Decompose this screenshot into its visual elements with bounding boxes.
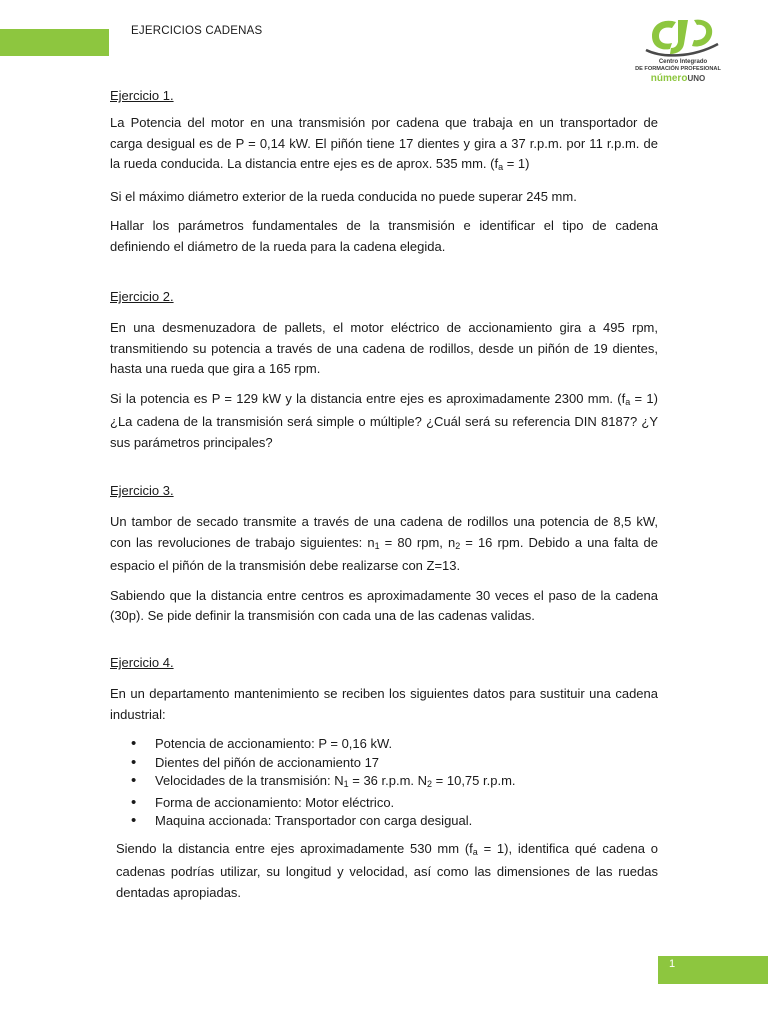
exercise-4-data-list: [110, 735, 658, 831]
exercise-1-paragraph-3: Hallar los parámetros fundamentales de la transmisión e identificar el tipo de cadena definiendo el diámetro de la rueda para la cadena elegida.: [110, 218, 658, 254]
logo-uno: UNO: [687, 74, 706, 83]
exercise-2-paragraph-1: En una desmenuzadora de pallets, el motor eléctrico de accionamiento gira a 495 rpm, transmitiendo su potencia a través de una cadena de rodillos, desde un piñón de 19 dientes, hasta una rueda que gira a 165 rpm.: [110, 320, 658, 376]
list-item: • Dientes del piñón de accionamiento 17: [110, 754, 658, 773]
exercise-2-title: Ejercicio 2.: [110, 289, 174, 304]
exercise-1-paragraph-1: La Potencia del motor en una transmisión por cadena que trabaja en un transportador de carga desigual es de P = 0,14 kW. El piñón tiene 17 dientes y gira a 37 r.p.m. por 11 r.p.m. de la rueda conducida. La distancia entre ejes es de aprox. 535 mm. $(f_a = 1)$: [110, 115, 658, 172]
logo-line-2: DE FORMACIÓN PROFESIONAL: [635, 66, 721, 72]
exercise-1-title: Ejercicio 1.: [110, 88, 174, 103]
exercise-3-title: Ejercicio 3.: [110, 483, 174, 498]
exercise-4: [110, 654, 658, 903]
logo-line-3: [618, 73, 738, 84]
header-title: EJERCICIOS CADENAS: [131, 25, 263, 37]
exercise-3-paragraph-2: Sabiendo que la distancia entre centros es aproximadamente 30 veces el paso de la cadena (30p). Se pide definir la transmisión con cada una de las cadenas validas.: [110, 587, 658, 623]
logo-numero: número: [650, 73, 688, 84]
exercise-4-paragraph-1: En un departamento mantenimiento se reciben los siguientes datos para sustituir una cadena industrial:: [110, 686, 658, 722]
logo: [618, 14, 738, 90]
list-item: • Forma de accionamiento: Motor eléctrico.: [110, 794, 658, 813]
logo-mark-icon: [642, 14, 722, 58]
exercise-4-title: Ejercicio 4.: [110, 655, 174, 670]
list-item: • Velocidades de la transmisión: $N_1 = 36$ r.p.m. $N_2 = 10,75$ r.p.m.: [110, 772, 658, 794]
logo-line-1: Centro Integrado: [658, 59, 708, 65]
exercise-3-paragraph-1: Un tambor de secado transmite a través de una cadena de rodillos una potencia de 8,5 kW, con las revoluciones de trabajo siguientes: $n_1 = 80$ rpm, $n_2 = 16$ rpm. Debido a una falta de espacio el piñón de la transmisión debe realizarse con Z=13.: [110, 514, 658, 573]
exercise-4-paragraph-2: Siendo la distancia entre ejes aproximadamente 530 mm $(f_a = 1)$, identifica qué cadena o cadenas podrías utilizar, su longitud y velocidad, así como las dimensiones de las ruedas dentadas apropiadas.: [116, 840, 659, 900]
exercise-1: [110, 87, 658, 257]
exercise-1-paragraph-2: Si el máximo diámetro exterior de la rueda conducida no puede superar 245 mm.: [110, 188, 577, 204]
exercise-2: [110, 288, 658, 453]
page-number: 1: [669, 958, 676, 970]
list-item: • Potencia de accionamiento: P = 0,16 kW.: [110, 735, 658, 754]
exercise-3: [110, 482, 658, 627]
exercise-2-paragraph-2: Si la potencia es P = 129 kW y la distancia entre ejes es aproximadamente 2300 mm. $(f_a = 1)$ ¿La cadena de la transmisión será simple o múltiple? ¿Cuál será su referencia DIN 8187? ¿Y sus parámetros principales?: [110, 390, 658, 450]
header-accent-bar: [0, 29, 109, 56]
list-item: • Maquina accionada: Transportador con carga desigual.: [110, 812, 658, 831]
